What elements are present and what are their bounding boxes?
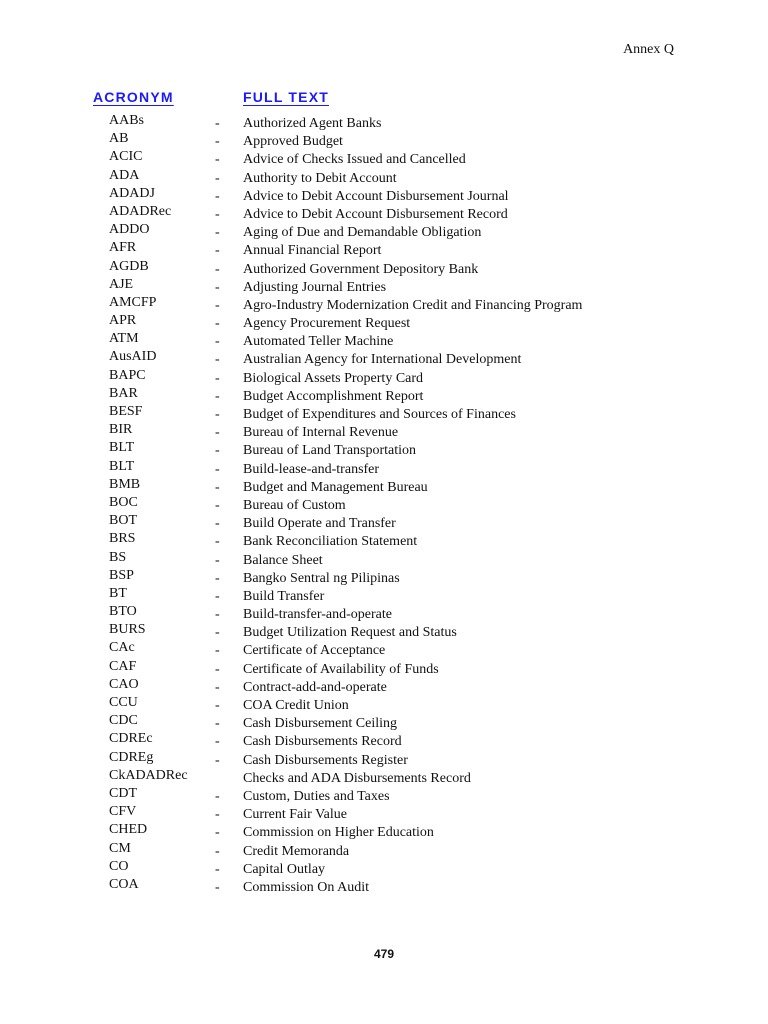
page-number: 479 (373, 947, 395, 961)
acronym-text: BIR (109, 422, 133, 438)
full-text: Bank Reconciliation Statement (243, 534, 418, 550)
separator-dash: - (215, 479, 220, 495)
full-text: Balance Sheet (243, 552, 323, 568)
full-text: Cash Disbursement Ceiling (243, 716, 397, 732)
acronym-text: CHED (109, 822, 148, 838)
full-text: Aging of Due and Demandable Obligation (243, 225, 482, 241)
full-text: Agro-Industry Modernization Credit and Financing Program (243, 297, 583, 313)
separator-dash: - (215, 370, 220, 386)
separator-dash: - (215, 316, 220, 332)
acronym-text: ADADRec (109, 203, 172, 219)
full-text: Budget Accomplishment Report (243, 388, 424, 404)
separator-dash: - (215, 261, 220, 277)
full-text: Build-transfer-and-operate (243, 607, 392, 623)
separator-dash: - (215, 134, 220, 150)
separator-dash: - (215, 225, 220, 241)
separator-dash: - (215, 279, 220, 295)
separator-dash: - (215, 570, 220, 586)
full-text: Contract-add-and-operate (243, 679, 387, 695)
full-text: Current Fair Value (243, 807, 347, 823)
full-text: Bureau of Internal Revenue (243, 425, 399, 441)
acronym-text: BURS (109, 622, 146, 638)
separator-dash: - (215, 534, 220, 550)
acronym-text: BT (109, 585, 127, 601)
full-text: Commission On Audit (243, 879, 370, 895)
full-text: Certificate of Acceptance (243, 643, 386, 659)
separator-dash: - (215, 116, 220, 131)
acronym-text: ADDO (109, 222, 150, 238)
separator-dash: - (215, 516, 220, 532)
separator-dash: - (215, 625, 220, 641)
full-text: Budget Utilization Request and Status (243, 625, 457, 641)
full-text: Approved Budget (243, 134, 343, 150)
separator-dash: - (215, 152, 220, 168)
acronym-text: AFR (109, 240, 137, 256)
separator-dash: - (215, 334, 220, 350)
full-text: Biological Assets Property Card (243, 370, 424, 386)
separator-dash: - (215, 425, 220, 441)
full-text: Automated Teller Machine (243, 334, 394, 350)
full-text: Cash Disbursements Record (243, 734, 402, 750)
acronym-text: CFV (109, 804, 137, 820)
separator-dash: - (215, 679, 220, 695)
acronym-text: BESF (109, 404, 143, 419)
acronym-text: ADA (109, 167, 140, 183)
full-text: Authorized Agent Banks (243, 116, 382, 131)
acronym-text: AGDB (109, 258, 149, 274)
full-text: Authorized Government Depository Bank (243, 261, 479, 277)
acronym-text: CDC (109, 713, 138, 729)
acronym-text: BMB (109, 476, 141, 492)
full-text: COA Credit Union (243, 698, 349, 713)
separator-dash: - (215, 698, 220, 713)
full-text: Build Transfer (243, 588, 325, 604)
separator-dash: - (215, 752, 220, 768)
acronym-text: ADADJ (109, 185, 155, 201)
acronym-text: AB (109, 131, 129, 147)
acronym-column-header: ACRONYM (93, 89, 174, 105)
full-text: Capital Outlay (243, 861, 326, 877)
separator-dash: - (215, 734, 220, 750)
separator-dash: - (215, 388, 220, 404)
acronym-text: CDREc (109, 731, 153, 747)
separator-dash: - (215, 843, 220, 859)
acronym-text: BSP (109, 567, 134, 583)
annex-label: Annex Q (623, 42, 674, 57)
acronym-list (0, 114, 768, 896)
separator-dash: - (215, 352, 220, 368)
acronym-text: CkADADRec (109, 767, 188, 783)
separator-dash: - (215, 188, 220, 204)
acronym-text: ACIC (109, 149, 143, 165)
full-text: Advice to Debit Account Disbursement Journal (243, 188, 509, 204)
full-text: Adjusting Journal Entries (243, 279, 387, 295)
separator-dash: - (215, 497, 220, 513)
separator-dash: - (215, 643, 220, 659)
acronym-text: BTO (109, 604, 137, 620)
separator-dash: - (215, 825, 220, 841)
separator-dash: - (215, 243, 220, 259)
acronym-row (0, 878, 768, 896)
separator-dash: - (215, 807, 220, 823)
separator-dash: - (215, 661, 220, 677)
full-text-column-header: FULL TEXT (243, 89, 329, 105)
separator-dash: - (215, 588, 220, 604)
separator-dash: - (215, 443, 220, 459)
acronym-text: BLT (109, 458, 135, 474)
full-text: Build Operate and Transfer (243, 516, 396, 532)
acronym-text: ATM (109, 331, 139, 347)
separator-dash: - (215, 297, 220, 313)
acronym-text: APR (109, 313, 137, 329)
full-text: Bureau of Land Transportation (243, 443, 417, 459)
full-text: Advice to Debit Account Disbursement Record (243, 206, 508, 222)
acronym-text: BLT (109, 440, 135, 456)
full-text: Certificate of Availability of Funds (243, 661, 439, 677)
full-text: Cash Disbursements Register (243, 752, 408, 768)
acronym-text: BOC (109, 494, 138, 510)
separator-dash: - (215, 552, 220, 568)
full-text: Build-lease-and-transfer (243, 461, 380, 477)
acronym-text: CO (109, 858, 129, 874)
acronym-text: AusAID (109, 349, 157, 365)
acronym-text: CM (109, 840, 131, 856)
separator-dash: - (215, 788, 220, 804)
full-text: Australian Agency for International Development (243, 352, 522, 368)
full-text: Bangko Sentral ng Pilipinas (243, 570, 400, 586)
acronym-text: AJE (109, 276, 134, 292)
acronym-text: CCU (109, 695, 138, 710)
acronym-text: CDREg (109, 749, 154, 765)
full-text: Bureau of Custom (243, 497, 346, 513)
full-text: Authority to Debit Account (243, 170, 397, 186)
acronym-text: BRS (109, 531, 136, 547)
acronym-text: BAR (109, 385, 138, 401)
separator-dash: - (215, 461, 220, 477)
acronym-text: BAPC (109, 367, 146, 383)
acronym-text: COA (109, 876, 139, 892)
acronym-text: CDT (109, 785, 137, 801)
acronym-text: BS (109, 549, 127, 565)
acronym-text: CAF (109, 658, 137, 674)
full-text: Annual Financial Report (243, 243, 382, 259)
full-text: Advice of Checks Issued and Cancelled (243, 152, 466, 168)
separator-dash: - (215, 716, 220, 732)
acronym-text: CAO (109, 676, 139, 692)
acronym-text: CAc (109, 640, 135, 656)
full-text: Commission on Higher Education (243, 825, 434, 841)
acronym-text: AABs (109, 113, 145, 128)
separator-dash: - (215, 206, 220, 222)
acronym-text: BOT (109, 513, 137, 529)
separator-dash: - (215, 407, 220, 422)
separator-dash: - (215, 607, 220, 623)
acronym-text: AMCFP (109, 294, 157, 310)
full-text: Credit Memoranda (243, 843, 350, 859)
full-text: Agency Procurement Request (243, 316, 411, 332)
separator-dash: - (215, 879, 220, 895)
full-text: Checks and ADA Disbursements Record (243, 770, 471, 786)
full-text: Budget and Management Bureau (243, 479, 428, 495)
full-text: Custom, Duties and Taxes (243, 788, 390, 804)
separator-dash: - (215, 861, 220, 877)
separator-dash: - (215, 170, 220, 186)
full-text: Budget of Expenditures and Sources of Finances (243, 407, 516, 422)
